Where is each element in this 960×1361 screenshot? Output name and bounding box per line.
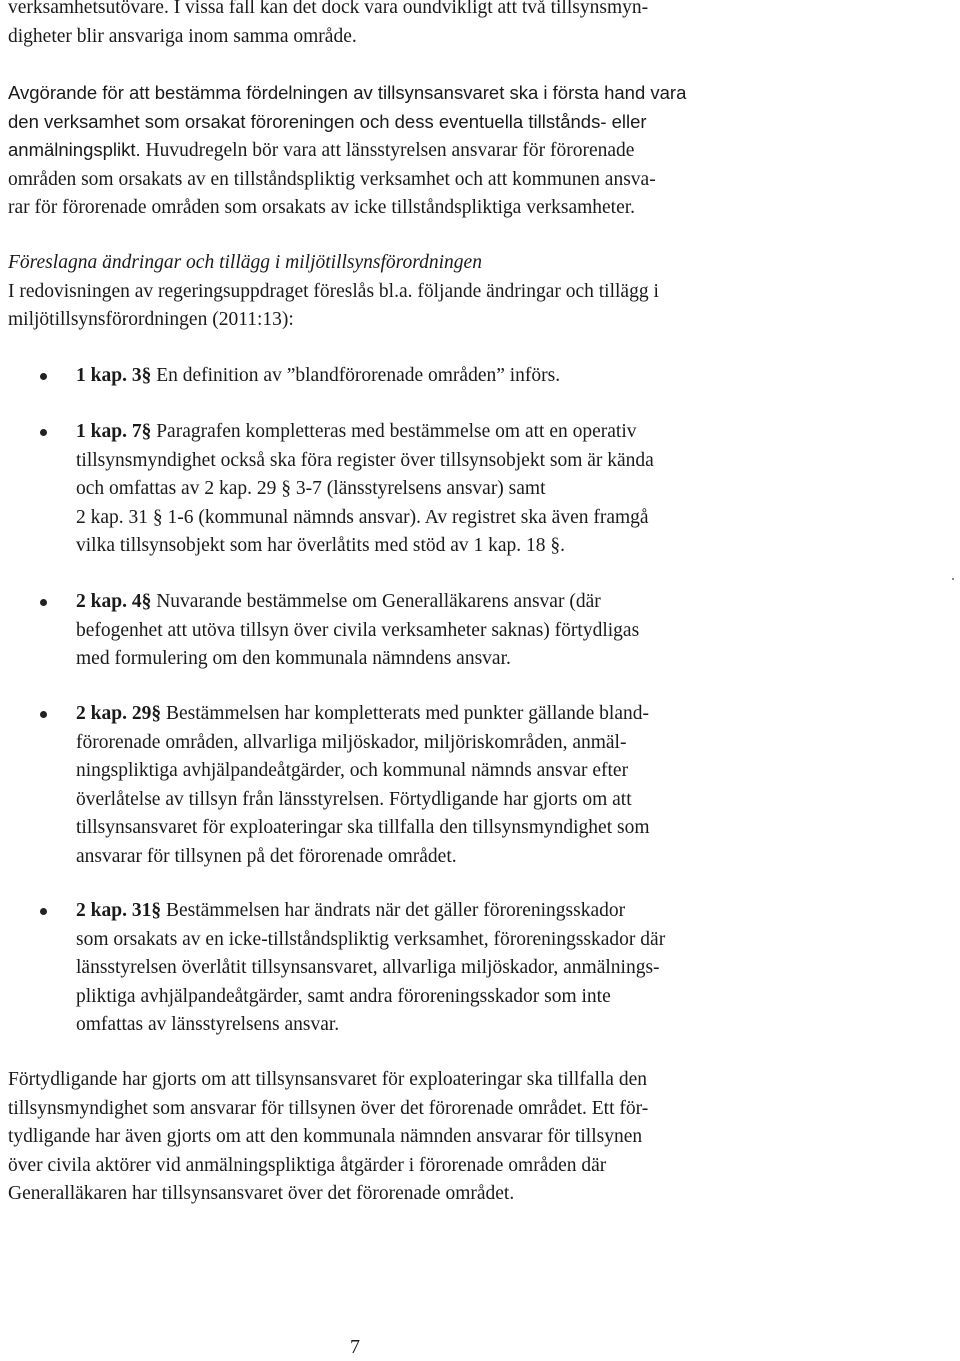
- bullet-text-line: förorenade områden, allvarliga miljöskador, miljöriskområden, anmäl-: [76, 731, 627, 753]
- list-item: [76, 588, 716, 674]
- list-item: [76, 362, 716, 391]
- para1-line-1: Avgörande för att bestämma fördelningen av tillsynsansvaret ska i första hand vara: [8, 82, 687, 103]
- para1-line-3-sans: anmälningsplikt.: [8, 139, 141, 160]
- bullet-text-line: ansvarar för tillsynen på det förorenade området.: [76, 845, 457, 867]
- para1-line-4: områden som orsakats av en tillståndspliktig verksamhet och att kommunen ansva-: [8, 168, 656, 190]
- section-heading: Föreslagna ändringar och tillägg i miljötillsynsförordningen: [8, 252, 482, 273]
- responsibility-paragraph: [8, 79, 708, 223]
- scan-speck: [952, 578, 954, 580]
- bullet-text-line: som orsakats av en icke-tillståndspliktig verksamhet, föroreningsskador där: [76, 928, 666, 950]
- bullet-ref: 2 kap. 4§: [76, 591, 152, 612]
- page-number: 7: [350, 1336, 360, 1358]
- bullet-dot-icon: [40, 429, 47, 436]
- bullet-ref: 1 kap. 7§: [76, 421, 152, 442]
- bullet-dot-icon: [40, 711, 47, 718]
- list-item: [76, 418, 716, 561]
- intro-paragraph: [8, 0, 708, 51]
- bullet-text-line: pliktiga avhjälpandeåtgärder, samt andra föroreningsskador som inte: [76, 985, 611, 1007]
- bullet-ref: 1 kap. 3§: [76, 365, 152, 386]
- bullet-dot-icon: [40, 908, 47, 915]
- bullet-text-line: vilka tillsynsobjekt som har överlåtits med stöd av 1 kap. 18 §.: [76, 535, 566, 556]
- bullet-text-line: med formulering om den kommunala nämndens ansvar.: [76, 648, 511, 669]
- bullet-text-line: tillsynsansvaret för exploateringar ska tillfalla den tillsynsmyndighet som: [76, 817, 650, 838]
- bullet-text-line: befogenhet att utöva tillsyn över civila verksamheter saknas) förtydligas: [76, 619, 640, 641]
- bullet-text-line: ningspliktiga avhjälpandeåtgärder, och kommunal nämnds ansvar efter: [76, 760, 629, 781]
- bullet-text-line: tillsynsmyndighet också ska föra register över tillsynsobjekt som är kända: [76, 449, 654, 471]
- para1-line-5: rar för förorenade områden som orsakats av icke tillståndspliktiga verksamheter.: [8, 197, 636, 218]
- list-item: [76, 700, 716, 871]
- bullet-ref: 2 kap. 29§: [76, 703, 162, 724]
- para1-line-2: den verksamhet som orsakat föroreningen och dess eventuella tillstånds- eller: [8, 110, 647, 132]
- para1-line-3-serif: Huvudregeln bör vara att länsstyrelsen ansvarar för förorenade: [140, 140, 635, 161]
- intro-line-1: verksamhetsutövare. I vissa fall kan det dock vara oundvikligt att två tillsynsmyn-: [8, 0, 649, 18]
- bullet-text-line: Paragrafen kompletteras med bestämmelse om att en operativ: [151, 421, 637, 442]
- section-line-1: I redovisningen av regeringsuppdraget föreslås bl.a. följande ändringar och tillägg i: [8, 280, 659, 302]
- bullet-text-line: Bestämmelsen har ändrats när det gäller föroreningsskador: [161, 900, 626, 921]
- bullet-text-line: och omfattas av 2 kap. 29 § 3-7 (länsstyrelsens ansvar) samt: [76, 478, 546, 499]
- proposals-section: [8, 249, 708, 335]
- bullet-dot-icon: [40, 373, 47, 380]
- closing-line-1: Förtydligande har gjorts om att tillsynsansvaret för exploateringar ska tillfalla den: [8, 1069, 647, 1090]
- bullet-text-line: Nuvarande bestämmelse om Generalläkarens ansvar (där: [151, 591, 601, 612]
- closing-line-3: tydligande har även gjorts om att den kommunala nämnden ansvarar för tillsynen: [8, 1126, 643, 1147]
- bullet-text-line: länsstyrelsen överlåtit tillsynsansvaret, allvarliga miljöskador, anmälnings-: [76, 957, 660, 978]
- closing-paragraph: [8, 1066, 708, 1209]
- bullet-text-line: omfattas av länsstyrelsens ansvar.: [76, 1014, 340, 1035]
- closing-line-5: Generalläkaren har tillsynsansvaret över det förorenade området.: [8, 1183, 515, 1204]
- intro-line-2: digheter blir ansvariga inom samma område.: [8, 25, 357, 47]
- section-line-2: miljötillsynsförordningen (2011:13):: [8, 309, 294, 330]
- bullet-text-line: 2 kap. 31 § 1-6 (kommunal nämnds ansvar). Av registret ska även framgå: [76, 506, 649, 528]
- bullet-text-line: Bestämmelsen har kompletterats med punkter gällande bland-: [161, 703, 649, 724]
- bullet-text-line: En definition av ”blandförorenade områden” införs.: [151, 365, 561, 386]
- closing-line-4: över civila aktörer vid anmälningspliktiga åtgärder i förorenade områden där: [8, 1154, 607, 1176]
- bullet-text-line: överlåtelse av tillsyn från länsstyrelsen. Förtydligande har gjorts om att: [76, 788, 632, 810]
- closing-line-2: tillsynsmyndighet som ansvarar för tillsynen över det förorenade området. Ett för-: [8, 1097, 649, 1119]
- para1-line-3: [8, 136, 708, 166]
- list-item: [76, 897, 716, 1040]
- bullet-ref: 2 kap. 31§: [76, 900, 162, 921]
- bullet-dot-icon: [40, 599, 47, 606]
